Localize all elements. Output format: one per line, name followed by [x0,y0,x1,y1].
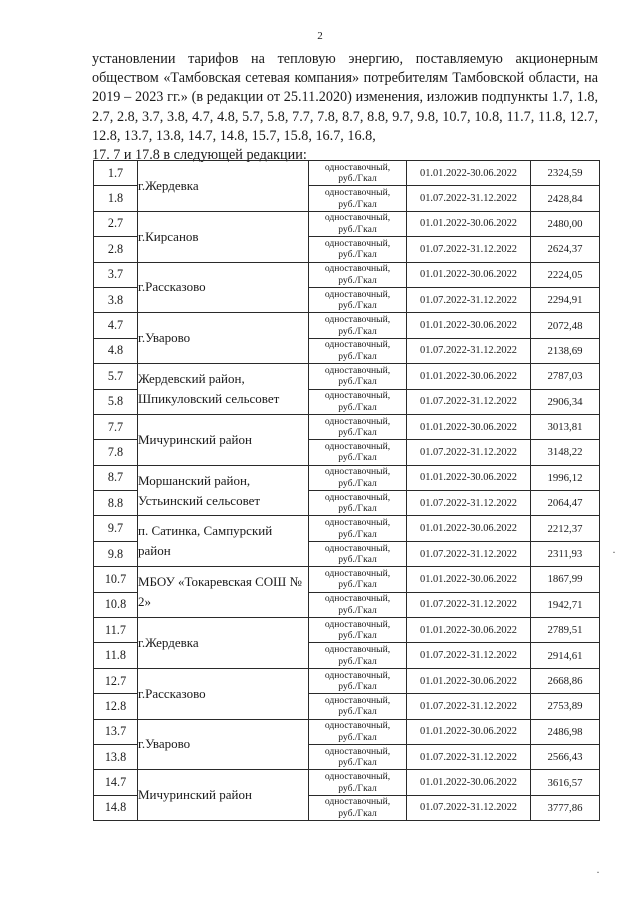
tariff-type [309,618,407,643]
tariff-type-line1: одноставочный, [324,542,391,554]
tariff-type-line2: руб./Гкал [338,427,377,439]
tariff-period: 01.01.2022-30.06.2022 [407,313,531,338]
tariff-type [309,694,407,719]
tariff-value: 2428,84 [531,186,600,211]
row-number: 5.8 [94,389,138,414]
tariff-type-line2: руб./Гкал [338,528,377,540]
intro-paragraph: установлении тарифов на тепловую энергию, поставляемую акционерным обществом «Тамбовская сетевая компания» потребителям Тамбовской области, на 2019 – 2023 гг.» (в редакции от 25.11.2020) изменения, изложив подпункты 1.7, 1.8, 2.7, 2.8, 3.7, 3.8, 4.7, 4.8, 5.7, 5.8, 7.7, 7.8, 8.7, 8.8, 9.7, 9.8, 10.7, 10.8, 11.7, 11.8, 12.7, 12.8, 13.7, 13.8, 14.7, 14.8, 15.7, 15.8, 16.7, 16.8, [92,51,598,144]
consumer-name: п. Сатинка, Сампурский район [138,516,309,567]
tariff-type-line1: одноставочный, [324,694,391,706]
tariff-type-line1: одноставочный, [324,593,391,605]
tariff-value: 2906,34 [531,389,600,414]
tariff-table-body [94,161,600,821]
tariff-type-line1: одноставочный, [324,187,391,199]
tariff-value: 2566,43 [531,744,600,769]
table-row [94,262,600,287]
tariff-type-line2: руб./Гкал [338,807,377,819]
tariff-period: 01.01.2022-30.06.2022 [407,567,531,592]
tariff-type-line2: руб./Гкал [338,300,377,312]
tariff-period: 01.07.2022-31.12.2022 [407,491,531,516]
tariff-type [309,592,407,617]
row-number: 7.8 [94,440,138,465]
table-row [94,567,600,592]
table-row [94,770,600,795]
tariff-value: 2138,69 [531,338,600,363]
consumer-name: г.Рассказово [138,262,309,313]
tariff-value: 2914,61 [531,643,600,668]
tariff-type-line2: руб./Гкал [338,731,377,743]
consumer-name: Мичуринский район [138,414,309,465]
tariff-value: 2624,37 [531,237,600,262]
tariff-period: 01.07.2022-31.12.2022 [407,744,531,769]
row-number: 12.7 [94,668,138,693]
tariff-table [93,160,600,821]
tariff-type [309,744,407,769]
table-row [94,516,600,541]
tariff-type-line1: одноставочный, [324,720,391,732]
tariff-type-line1: одноставочный, [324,415,391,427]
consumer-name: Жердевский район, Шпикуловский сельсовет [138,364,309,415]
row-number: 4.7 [94,313,138,338]
tariff-type [309,364,407,389]
tariff-value: 2789,51 [531,618,600,643]
tariff-type-line1: одноставочный, [324,263,391,275]
tariff-type-line1: одноставочный, [324,212,391,224]
row-number: 10.8 [94,592,138,617]
tariff-type-line2: руб./Гкал [338,630,377,642]
tariff-type [309,770,407,795]
tariff-period: 01.07.2022-31.12.2022 [407,338,531,363]
table-row [94,618,600,643]
tariff-period: 01.01.2022-30.06.2022 [407,211,531,236]
tariff-period: 01.01.2022-30.06.2022 [407,161,531,186]
tariff-type-line1: одноставочный, [324,796,391,808]
tariff-type [309,719,407,744]
tariff-type [309,338,407,363]
tariff-type-line1: одноставочный, [324,390,391,402]
tariff-type [309,795,407,820]
tariff-type [309,389,407,414]
table-row [94,668,600,693]
table-row [94,719,600,744]
tariff-type-line2: руб./Гкал [338,401,377,413]
tariff-value: 2486,98 [531,719,600,744]
table-row [94,313,600,338]
tariff-value: 2224,05 [531,262,600,287]
tariff-value: 1942,71 [531,592,600,617]
row-number: 1.7 [94,161,138,186]
tariff-value: 3777,86 [531,795,600,820]
row-number: 5.7 [94,364,138,389]
tariff-type [309,287,407,312]
row-number: 13.7 [94,719,138,744]
tariff-period: 01.01.2022-30.06.2022 [407,719,531,744]
tariff-type-line1: одноставочный, [324,618,391,630]
scan-mark: · [612,545,616,559]
tariff-value: 2480,00 [531,211,600,236]
tariff-type-line2: руб./Гкал [338,554,377,566]
tariff-type-line1: одноставочный, [324,644,391,656]
consumer-name: г.Жердевка [138,161,309,212]
consumer-name: МБОУ «Токаревская СОШ № 2» [138,567,309,618]
page-number: 2 [317,30,323,42]
tariff-period: 01.01.2022-30.06.2022 [407,414,531,439]
row-number: 9.8 [94,541,138,566]
tariff-type [309,465,407,490]
tariff-type [309,440,407,465]
tariff-period: 01.01.2022-30.06.2022 [407,465,531,490]
tariff-type-line2: руб./Гкал [338,477,377,489]
consumer-name: г.Уварово [138,719,309,770]
consumer-name: г.Кирсанов [138,211,309,262]
tariff-type-line1: одноставочный, [324,745,391,757]
tariff-period: 01.07.2022-31.12.2022 [407,287,531,312]
consumer-name: г.Жердевка [138,618,309,669]
row-number: 11.8 [94,643,138,668]
tariff-value: 1996,12 [531,465,600,490]
tariff-type-line2: руб./Гкал [338,223,377,235]
tariff-type-line1: одноставочный, [324,161,391,173]
table-row [94,161,600,186]
tariff-type [309,643,407,668]
tariff-value: 2212,37 [531,516,600,541]
tariff-type-line1: одноставочный, [324,669,391,681]
tariff-period: 01.01.2022-30.06.2022 [407,364,531,389]
row-number: 2.7 [94,211,138,236]
tariff-value: 1867,99 [531,567,600,592]
consumer-name: Мичуринский район [138,770,309,821]
tariff-period: 01.07.2022-31.12.2022 [407,643,531,668]
row-number: 8.7 [94,465,138,490]
scan-mark: · [596,865,600,879]
tariff-type-line1: одноставочный, [324,364,391,376]
tariff-type-line1: одноставочный, [324,288,391,300]
tariff-type-line2: руб./Гкал [338,325,377,337]
tariff-type [309,313,407,338]
tariff-value: 2324,59 [531,161,600,186]
intro-last-line: 17. 7 и 17.8 в следующей редакции: [92,147,307,164]
tariff-period: 01.07.2022-31.12.2022 [407,795,531,820]
tariff-type [309,211,407,236]
row-number: 11.7 [94,618,138,643]
tariff-period: 01.01.2022-30.06.2022 [407,516,531,541]
tariff-type-line2: руб./Гкал [338,604,377,616]
tariff-type-line2: руб./Гкал [338,579,377,591]
row-number: 8.8 [94,491,138,516]
tariff-value: 3148,22 [531,440,600,465]
row-number: 3.7 [94,262,138,287]
tariff-type-line2: руб./Гкал [338,706,377,718]
tariff-type [309,237,407,262]
table-row [94,211,600,236]
tariff-value: 2753,89 [531,694,600,719]
tariff-type [309,567,407,592]
tariff-period: 01.01.2022-30.06.2022 [407,262,531,287]
tariff-period: 01.01.2022-30.06.2022 [407,668,531,693]
tariff-type [309,161,407,186]
row-number: 7.7 [94,414,138,439]
tariff-period: 01.01.2022-30.06.2022 [407,770,531,795]
tariff-period: 01.07.2022-31.12.2022 [407,186,531,211]
table-row [94,364,600,389]
consumer-name: г.Рассказово [138,668,309,719]
tariff-value: 2311,93 [531,541,600,566]
tariff-value: 2787,03 [531,364,600,389]
tariff-type [309,516,407,541]
tariff-type-line2: руб./Гкал [338,376,377,388]
tariff-type-line2: руб./Гкал [338,198,377,210]
tariff-type-line1: одноставочный, [324,771,391,783]
tariff-type-line2: руб./Гкал [338,757,377,769]
tariff-type [309,414,407,439]
tariff-type-line2: руб./Гкал [338,782,377,794]
table-row [94,465,600,490]
tariff-value: 2294,91 [531,287,600,312]
tariff-period: 01.07.2022-31.12.2022 [407,389,531,414]
tariff-type-line1: одноставочный, [324,237,391,249]
tariff-period: 01.07.2022-31.12.2022 [407,592,531,617]
row-number: 14.7 [94,770,138,795]
tariff-type-line1: одноставочный, [324,440,391,452]
tariff-value: 2064,47 [531,491,600,516]
row-number: 4.8 [94,338,138,363]
tariff-period: 01.01.2022-30.06.2022 [407,618,531,643]
tariff-type-line1: одноставочный, [324,491,391,503]
intro-text [92,50,598,165]
tariff-type-line2: руб./Гкал [338,350,377,362]
tariff-period: 01.07.2022-31.12.2022 [407,694,531,719]
tariff-type-line2: руб./Гкал [338,249,377,261]
tariff-type-line2: руб./Гкал [338,274,377,286]
tariff-type-line1: одноставочный, [324,339,391,351]
row-number: 14.8 [94,795,138,820]
tariff-type-line2: руб./Гкал [338,655,377,667]
row-number: 9.7 [94,516,138,541]
tariff-period: 01.07.2022-31.12.2022 [407,541,531,566]
tariff-value: 3013,81 [531,414,600,439]
tariff-type-line2: руб./Гкал [338,681,377,692]
tariff-type-line1: одноставочный, [324,567,391,579]
consumer-name: г.Уварово [138,313,309,364]
tariff-type [309,491,407,516]
row-number: 2.8 [94,237,138,262]
tariff-type-line1: одноставочный, [324,314,391,326]
tariff-type [309,668,407,693]
tariff-type-line2: руб./Гкал [338,173,377,185]
row-number: 1.8 [94,186,138,211]
row-number: 10.7 [94,567,138,592]
tariff-type [309,262,407,287]
tariff-type [309,186,407,211]
tariff-value: 3616,57 [531,770,600,795]
tariff-type-line1: одноставочный, [324,517,391,529]
tariff-value: 2072,48 [531,313,600,338]
tariff-period: 01.07.2022-31.12.2022 [407,237,531,262]
tariff-period: 01.07.2022-31.12.2022 [407,440,531,465]
row-number: 13.8 [94,744,138,769]
row-number: 12.8 [94,694,138,719]
tariff-type-line2: руб./Гкал [338,503,377,515]
row-number: 3.8 [94,287,138,312]
tariff-type-line2: руб./Гкал [338,452,377,464]
consumer-name: Моршанский район, Устьинский сельсовет [138,465,309,516]
tariff-type [309,541,407,566]
tariff-type-line1: одноставочный, [324,466,391,478]
tariff-value: 2668,86 [531,668,600,693]
table-row [94,414,600,439]
